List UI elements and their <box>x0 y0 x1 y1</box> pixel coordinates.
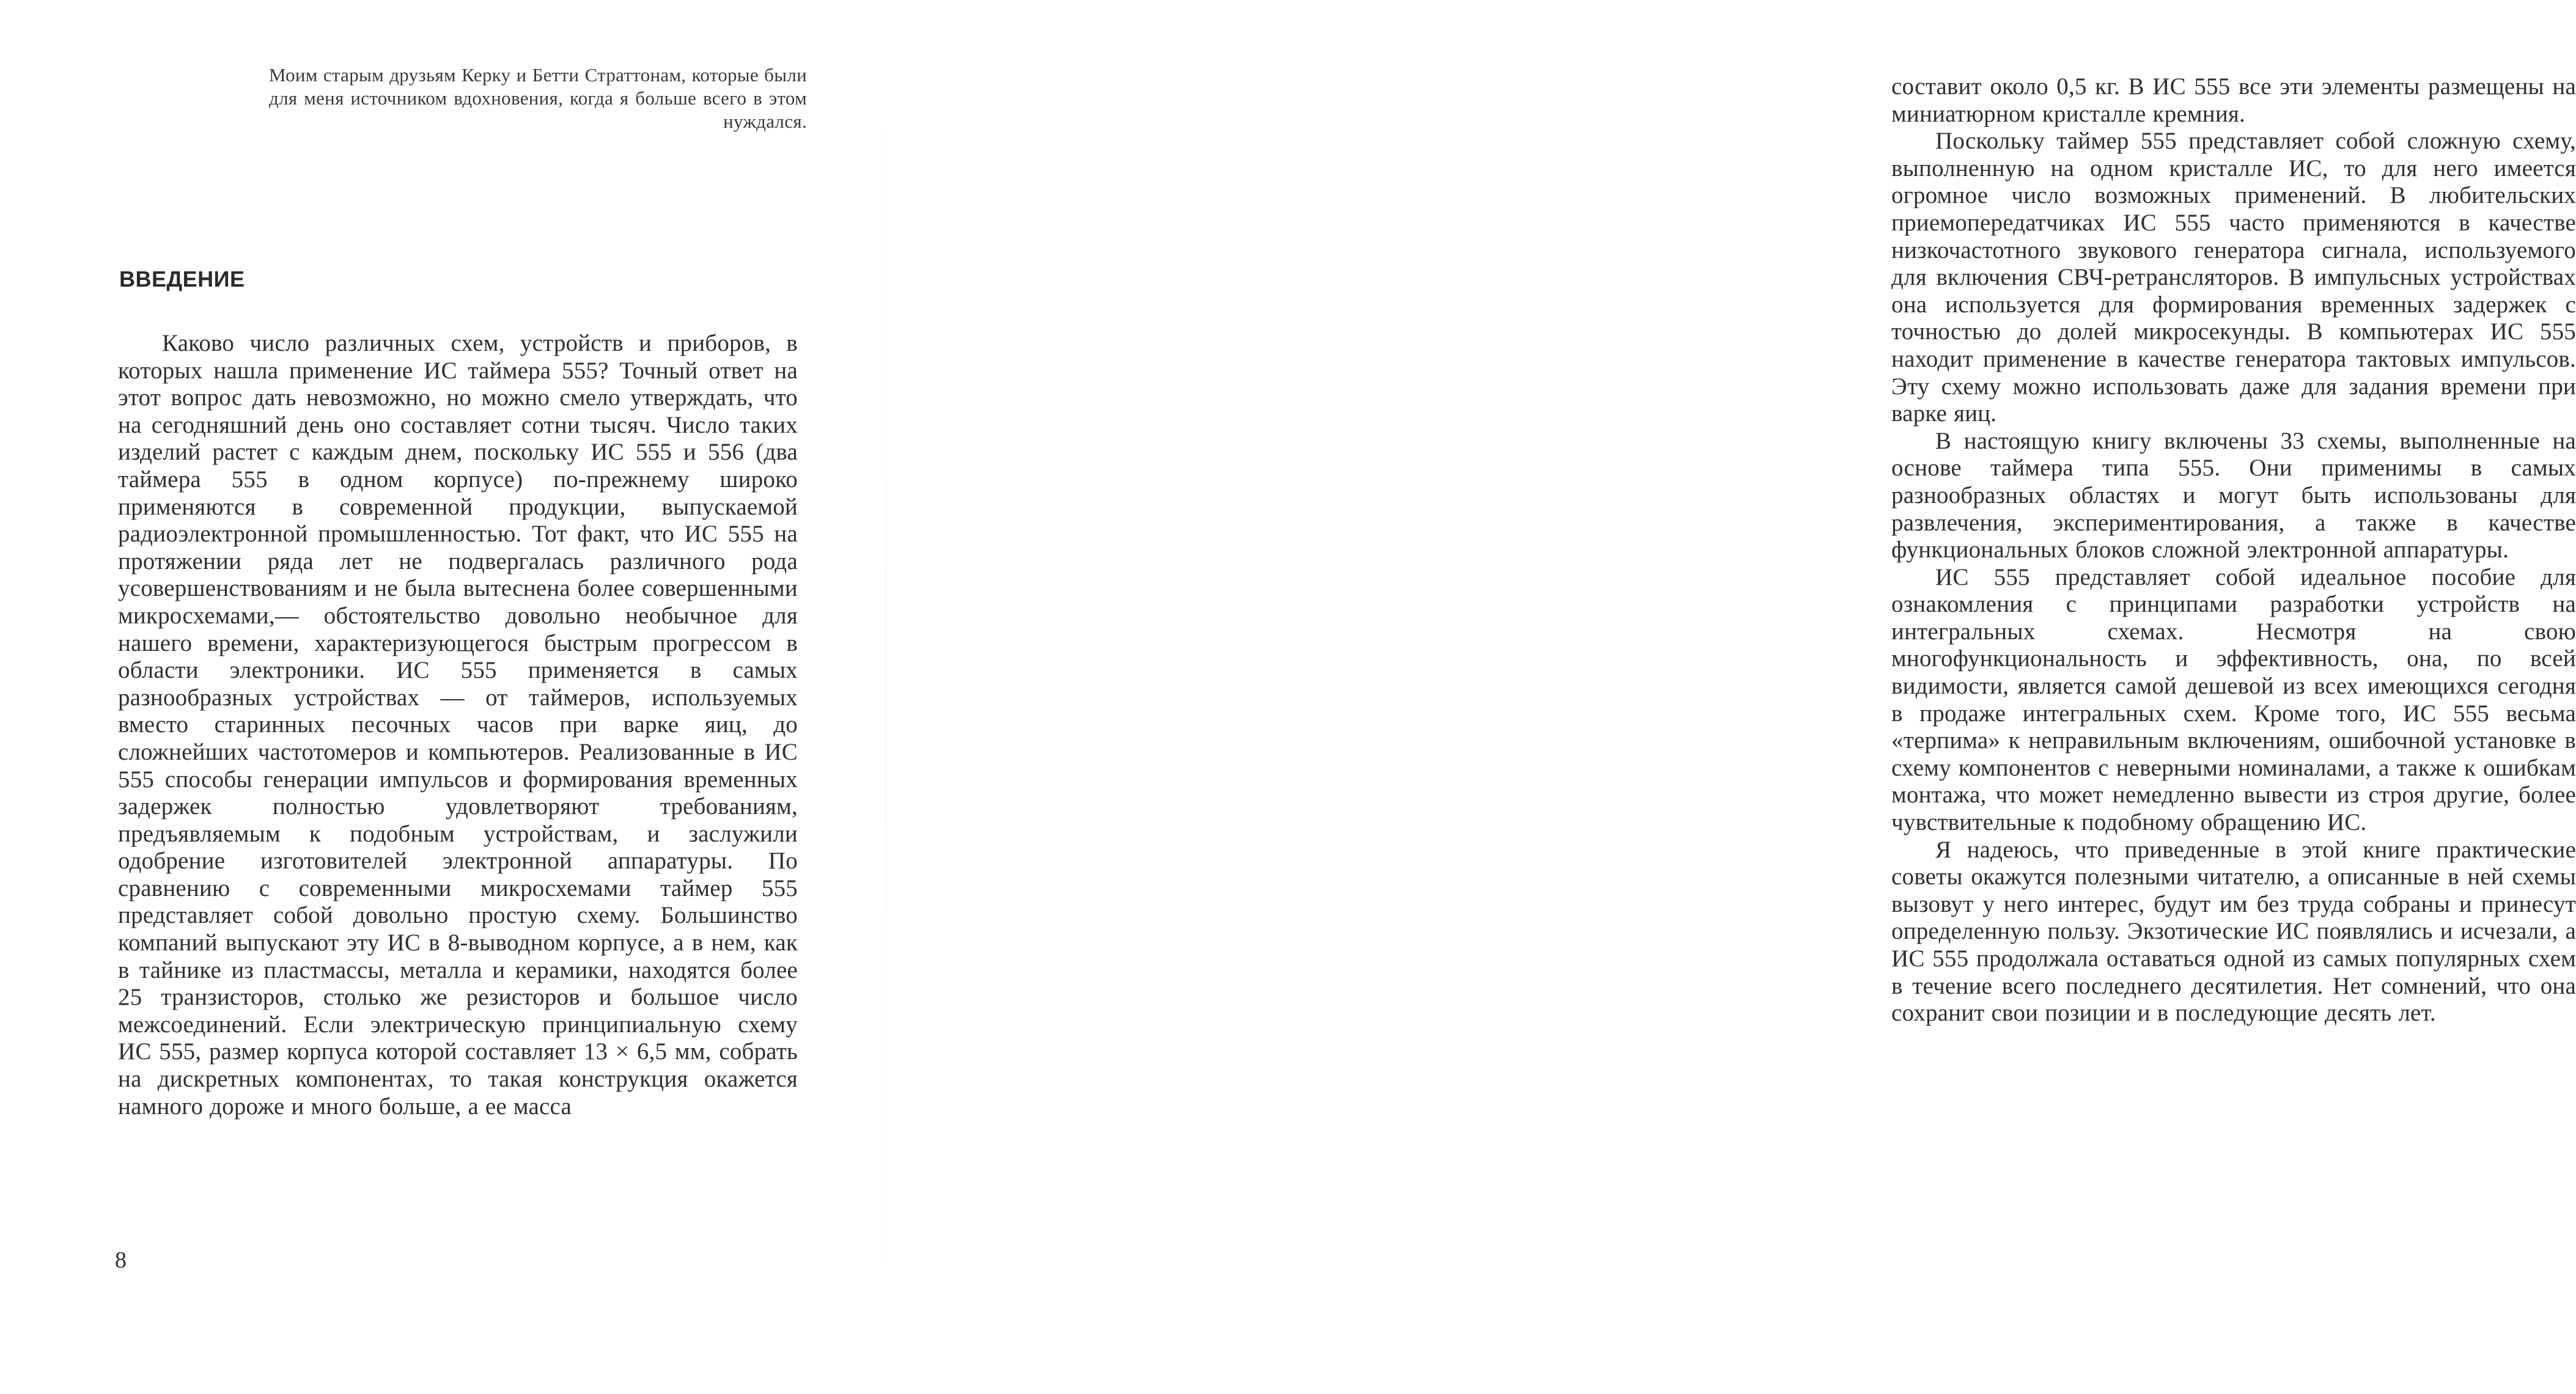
paragraph: Каково число различных схем, устройств и приборов, в которых нашла применение ИС таймера 555? Точный ответ на этот вопрос дать невозможно, но можно смело утверждать, что на сегодняшний день оно составляет сотни тысяч. Число таких изделий растет с каждым днем, поскольку ИС 555 и 556 (два таймера 555 в одном корпусе) по-прежнему широко применяются в современной продукции, выпускаемой радиоэлектронной промышленностью. Тот факт, что ИС 555 на протяжении ряда лет не подвергалась различного рода усовершенствованиям и не была вытеснена более совершенными микросхемами,— обстоятельство довольно необычное для нашего времени, характеризующегося быстрым прогрессом в области электроники. ИС 555 применяется в самых разнообразных устройствах — от таймеров, используемых вместо старинных песочных часов при варке яиц, до сложнейших частотомеров и компьютеров. Реализованные в ИС 555 способы генерации импульсов и формирования временных задержек полностью удовлетворяют требованиям, предъявляемым к подобным устройствам, и заслужили одобрение изготовителей электронной аппаратуры. По сравнению с современными микросхемами таймер 555 представляет собой довольно простую схему. Большинство компаний выпускают эту ИС в 8-выводном корпусе, а в нем, как в тайнике из пластмассы, металла и керамики, находятся более 25 транзисторов, столько же резисторов и большое число межсоединений. Если электрическую принципиальную схему ИС 555, размер корпуса которой составляет 13 × 6,5 мм, собрать на дискретных компонентах, то такая конструкция окажется намного дороже и много больше, а ее масса <box>118 330 798 1120</box>
chapter-title: ВВЕДЕНИЕ <box>119 266 245 292</box>
paragraph: В настоящую книгу включены 33 схемы, выполненные на основе таймера типа 555. Они применимы в самых разнообразных областях и могут быть использованы для развлечения, экспериментирования, а также в качестве функциональных блоков сложной электронной аппаратуры. <box>1891 427 2576 563</box>
right-page <box>886 0 2576 1394</box>
right-page-body <box>1891 73 2576 1027</box>
paragraph: ИС 555 представляет собой идеальное пособие для ознакомления с принципами разработки устройств на интегральных схемах. Несмотря на свою многофункциональность и эффективность, она, по всей видимости, является самой дешевой из всех имеющихся сегодня в продаже интегральных схем. Кроме того, ИС 555 весьма «терпима» к неправильным включениям, ошибочной установке в схему компонентов с неверными номиналами, а также к ошибкам монтажа, что может немедленно вывести из строя другие, более чувствительные к подобному обращению ИС. <box>1891 563 2576 836</box>
paragraph: Поскольку таймер 555 представляет собой сложную схему, выполненную на одном кристалле ИС, то для него имеется огромное число возможных применений. В любительских приемопередатчиках ИС 555 часто применяются в качестве низкочастотного звукового генератора сигнала, используемого для включения СВЧ-ретрансляторов. В импульсных устройствах она используется для формирования временных задержек с точностью до долей микросекунды. В компьютерах ИС 555 находит применение в качестве генератора тактовых импульсов. Эту схему можно использовать даже для задания времени при варке яиц. <box>1891 128 2576 427</box>
left-page <box>0 0 886 1394</box>
left-page-body <box>118 330 798 1120</box>
epigraph: Моим старым друзьям Керку и Бетти Страттонам, которые были для меня источником вдохновения, когда я больше всего в этом нуждался. <box>269 64 807 132</box>
paragraph-continued: составит около 0,5 кг. В ИС 555 все эти элементы размещены на миниатюрном кристалле кремния. <box>1891 73 2576 127</box>
paragraph: Я надеюсь, что приведенные в этой книге практические советы окажутся полезными читателю, а описанные в ней схемы вызовут у него интерес, будут им без труда собраны и принесут определенную пользу. Экзотические ИС появлялись и исчезали, а ИС 555 продолжала оставаться одной из самых популярных схем в течение всего последнего десятилетия. Нет сомнений, что она сохранит свои позиции и в последующие десять лет. <box>1891 836 2576 1027</box>
page-number: 8 <box>115 1247 127 1273</box>
